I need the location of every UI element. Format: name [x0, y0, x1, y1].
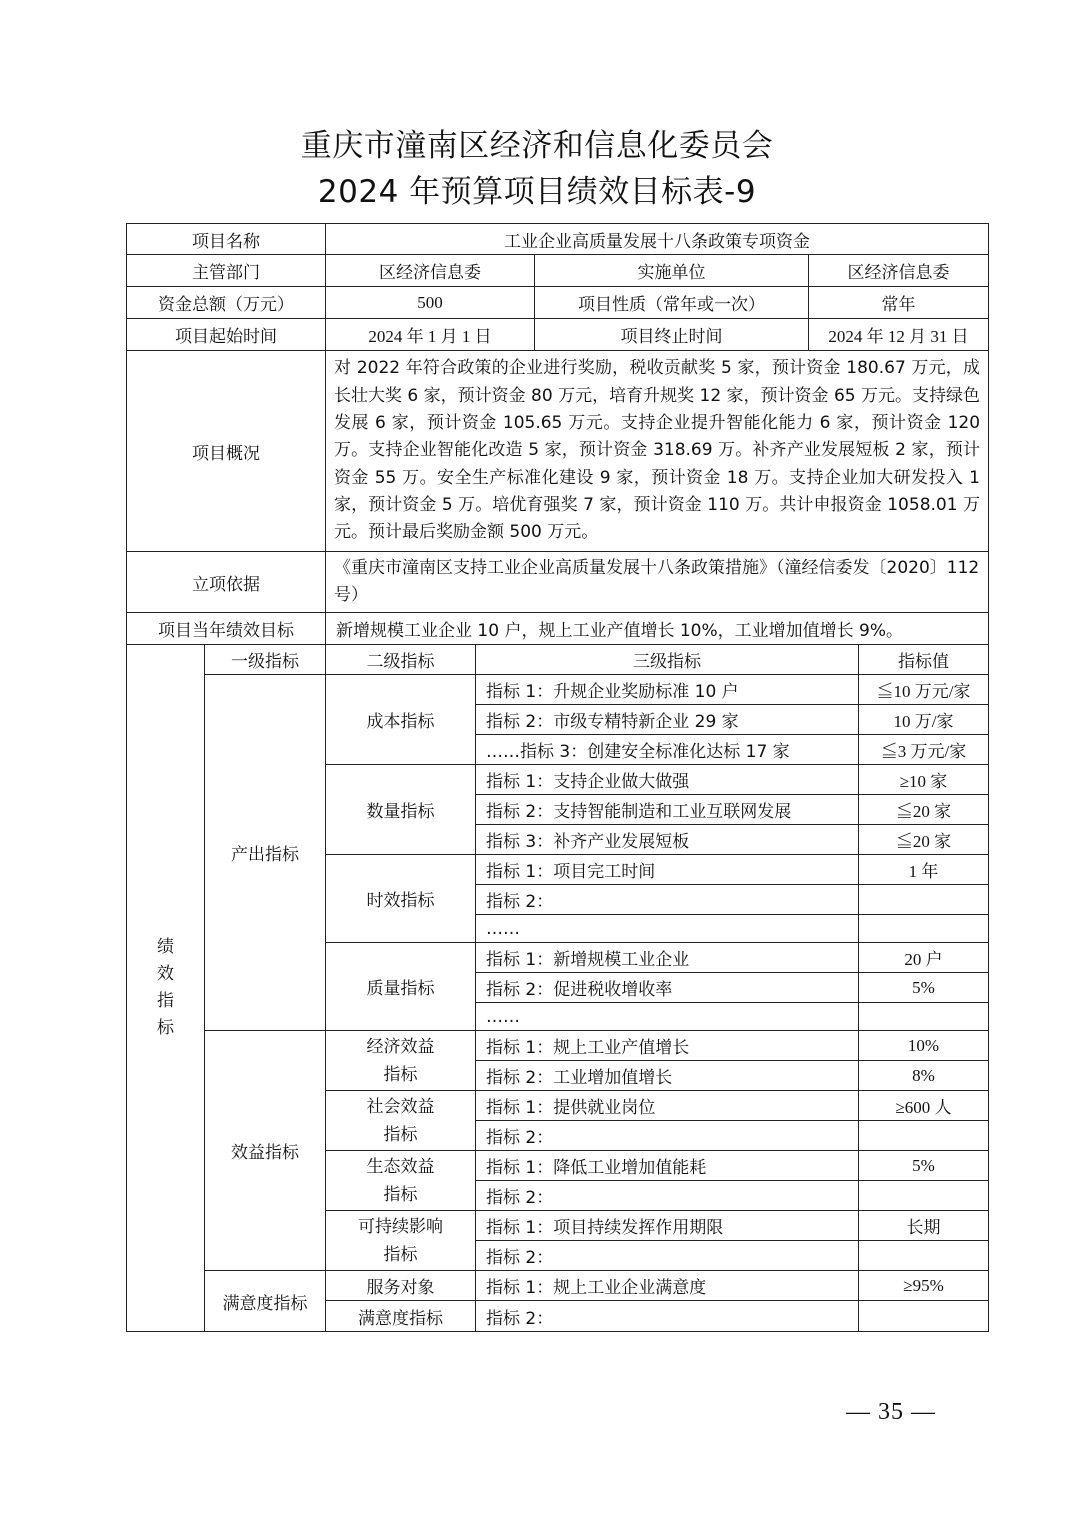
- indicator-value: ≦20 家: [859, 795, 989, 825]
- fund-label: 资金总额（万元）: [127, 287, 326, 319]
- overview-text: 对 2022 年符合政策的企业进行奖励，税收贡献奖 5 家，预计资金 180.67 万元，成长壮大奖 6 家，预计资金 80 万元，培育升规奖 12 家，预计资金 65 万元。支持绿色发展 6 家，预计资金 105.65 万元。支持企业提升智能化能力 6 家，预计资金 120 万。支持企业智能化改造 5 家，预计资金 318.69 万。补齐产业发展短板 2 家，预计资金 55 万。安全生产标准化建设 9 家，预计资金 18 万。支持企业加大研发投入 1 家，预计资金 5 万。培优育强奖 7 家，预计资金 110 万。共计申报资金 1058.01 万元。预计最后奖励金额 500 万元。: [326, 351, 989, 552]
- table-row: [127, 1271, 989, 1301]
- indicator-text: ……: [476, 915, 859, 943]
- social-benefit-label: 社会效益 指标: [326, 1091, 476, 1151]
- indicator-value: ≦10 万元/家: [859, 675, 989, 705]
- performance-indicator-side-label: 绩 效 指 标: [127, 645, 205, 1332]
- output-indicator-label: 产出指标: [205, 675, 326, 1031]
- row-department: [127, 255, 989, 287]
- indicator-text: 指标 3：补齐产业发展短板: [476, 825, 859, 855]
- document-title-line2: 2024 年预算项目绩效目标表-9: [317, 174, 757, 210]
- indicator-text: 指标 2：: [476, 1181, 859, 1211]
- quantity-indicator-label: 数量指标: [326, 765, 476, 855]
- indicator-value: ≥95%: [859, 1271, 989, 1301]
- project-name-label: 项目名称: [127, 224, 326, 255]
- indicator-value: 1 年: [859, 855, 989, 885]
- indicator-text: 指标 2：: [476, 1301, 859, 1332]
- nature-value: 常年: [809, 287, 989, 319]
- indicator-value: [859, 885, 989, 915]
- start-label: 项目起始时间: [127, 319, 326, 351]
- indicator-value: [859, 1181, 989, 1211]
- indicator-value: 8%: [859, 1061, 989, 1091]
- table-row: [127, 675, 989, 705]
- indicator-value: 5%: [859, 973, 989, 1003]
- indicator-text: 指标 1：支持企业做大做强: [476, 765, 859, 795]
- service-object-label: 服务对象: [326, 1271, 476, 1301]
- indicator-value: [859, 1121, 989, 1151]
- goal-text: 新增规模工业企业 10 户，规上工业产值增长 10%，工业增加值增长 9%。: [326, 613, 989, 645]
- document-title-line1: 重庆市潼南区经济和信息化委员会: [300, 128, 774, 164]
- row-basis: [127, 552, 989, 613]
- indicator-value: 20 户: [859, 943, 989, 973]
- col-level3: 三级指标: [476, 645, 859, 675]
- indicator-value: ≦3 万元/家: [859, 735, 989, 765]
- dept-value: 区经济信息委: [326, 255, 535, 287]
- indicator-value: 10 万/家: [859, 705, 989, 735]
- nature-label: 项目性质（常年或一次）: [535, 287, 809, 319]
- indicator-text: 指标 2：: [476, 885, 859, 915]
- indicator-value: ≥10 家: [859, 765, 989, 795]
- col-value: 指标值: [859, 645, 989, 675]
- indicator-text: 指标 2：促进税收增收率: [476, 973, 859, 1003]
- indicator-text: 指标 2：市级专精特新企业 29 家: [476, 705, 859, 735]
- impl-label: 实施单位: [535, 255, 809, 287]
- indicator-value: 10%: [859, 1031, 989, 1061]
- project-name-value: 工业企业高质量发展十八条政策专项资金: [326, 224, 989, 255]
- indicator-value: [859, 915, 989, 943]
- end-value: 2024 年 12 月 31 日: [809, 319, 989, 351]
- quality-indicator-label: 质量指标: [326, 943, 476, 1031]
- indicator-value: [859, 1241, 989, 1271]
- indicator-value: [859, 1301, 989, 1332]
- indicator-header-row: [127, 645, 989, 675]
- indicator-text: 指标 2：工业增加值增长: [476, 1061, 859, 1091]
- col-level1: 一级指标: [205, 645, 326, 675]
- indicator-text: 指标 1：升规企业奖励标准 10 户: [476, 675, 859, 705]
- indicator-text: 指标 2：: [476, 1121, 859, 1151]
- goal-label: 项目当年绩效目标: [127, 613, 326, 645]
- fund-value: 500: [326, 287, 535, 319]
- indicator-text: 指标 1：规上工业企业满意度: [476, 1271, 859, 1301]
- indicator-text: 指标 1：新增规模工业企业: [476, 943, 859, 973]
- cost-indicator-label: 成本指标: [326, 675, 476, 765]
- sustain-benefit-label: 可持续影响 指标: [326, 1211, 476, 1271]
- indicator-text: 指标 1：降低工业增加值能耗: [476, 1151, 859, 1181]
- ecology-benefit-label: 生态效益 指标: [326, 1151, 476, 1211]
- row-time: [127, 319, 989, 351]
- end-label: 项目终止时间: [535, 319, 809, 351]
- performance-target-table: [126, 223, 989, 1332]
- indicator-text: 指标 2：: [476, 1241, 859, 1271]
- satisfaction-indicator-label: 满意度指标: [205, 1271, 326, 1332]
- indicator-text: 指标 1：规上工业产值增长: [476, 1031, 859, 1061]
- dept-label: 主管部门: [127, 255, 326, 287]
- overview-label: 项目概况: [127, 351, 326, 552]
- time-indicator-label: 时效指标: [326, 855, 476, 943]
- page-number: — 35 —: [846, 1399, 936, 1425]
- indicator-value: 长期: [859, 1211, 989, 1241]
- indicator-text: ……指标 3：创建安全标准化达标 17 家: [476, 735, 859, 765]
- basis-text: 《重庆市潼南区支持工业企业高质量发展十八条政策措施》（潼经信委发〔2020〕112 号）: [326, 552, 989, 613]
- indicator-value: 5%: [859, 1151, 989, 1181]
- row-overview: [127, 351, 989, 552]
- indicator-text: ……: [476, 1003, 859, 1031]
- indicator-text: 指标 2：支持智能制造和工业互联网发展: [476, 795, 859, 825]
- row-project-name: [127, 224, 989, 255]
- benefit-indicator-label: 效益指标: [205, 1031, 326, 1271]
- economic-benefit-label: 经济效益 指标: [326, 1031, 476, 1091]
- row-goal: [127, 613, 989, 645]
- indicator-text: 指标 1：提供就业岗位: [476, 1091, 859, 1121]
- indicator-value: ≦20 家: [859, 825, 989, 855]
- col-level2: 二级指标: [326, 645, 476, 675]
- table-row: [127, 1031, 989, 1061]
- indicator-text: 指标 1：项目持续发挥作用期限: [476, 1211, 859, 1241]
- row-fund: [127, 287, 989, 319]
- impl-value: 区经济信息委: [809, 255, 989, 287]
- service-satisfaction-label: 满意度指标: [326, 1301, 476, 1332]
- start-value: 2024 年 1 月 1 日: [326, 319, 535, 351]
- basis-label: 立项依据: [127, 552, 326, 613]
- indicator-text: 指标 1：项目完工时间: [476, 855, 859, 885]
- indicator-value: ≥600 人: [859, 1091, 989, 1121]
- indicator-value: [859, 1003, 989, 1031]
